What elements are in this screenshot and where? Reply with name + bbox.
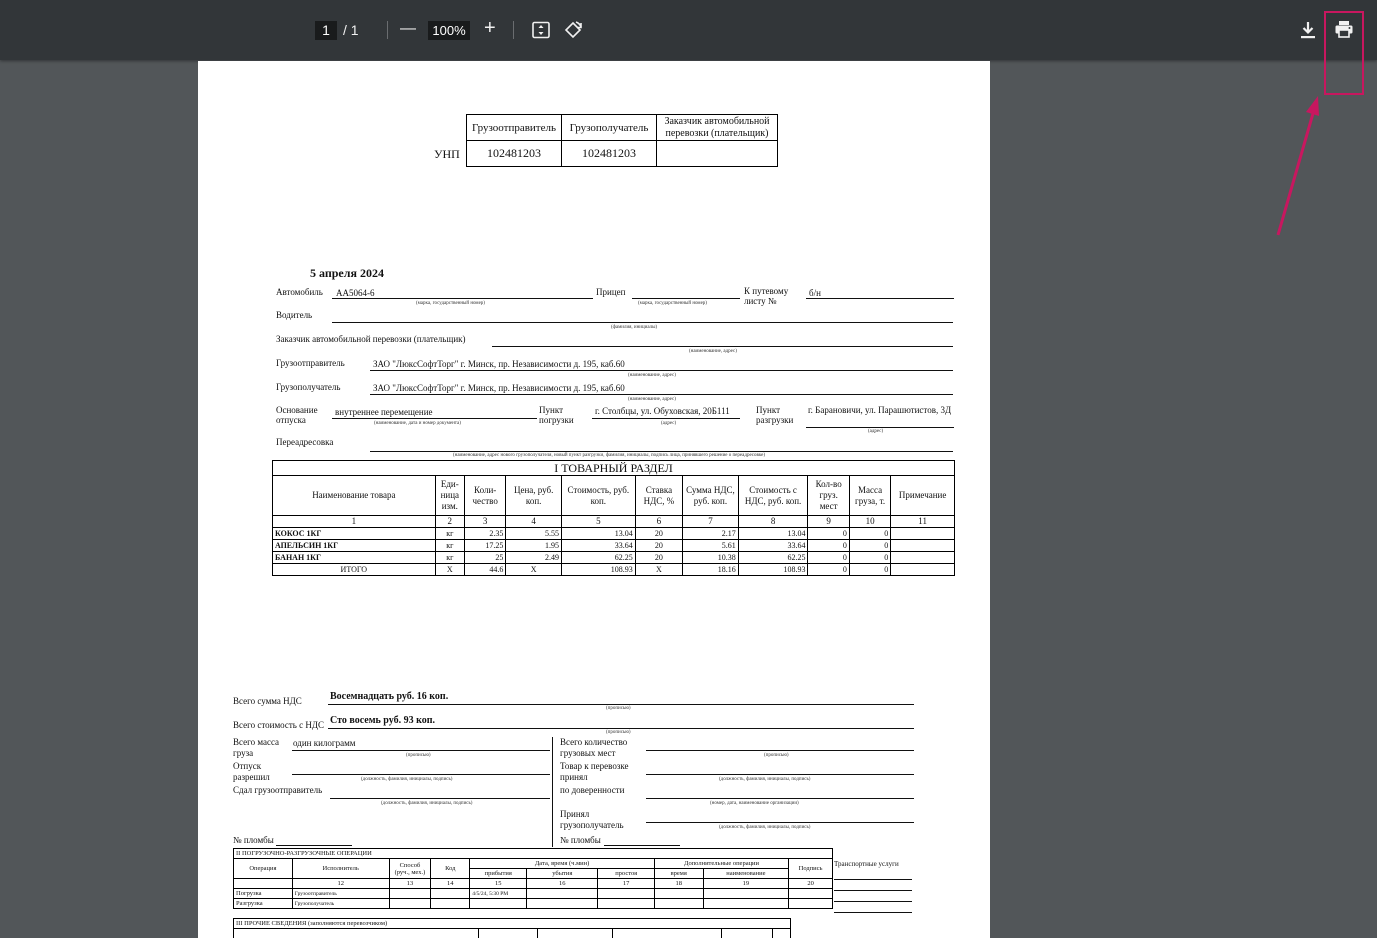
table-header: Код <box>431 859 470 879</box>
goods-header: Коли-чество <box>464 476 505 516</box>
waybill-label: К путевому листу № <box>744 286 789 306</box>
goods-header: Цена, руб. коп. <box>506 476 562 516</box>
goods-header: Ставка НДС, % <box>635 476 682 516</box>
table-row: АПЕЛЬСИН 1КГ кг 17.25 1.95 33.64 20 5.61 33.64 0 0 <box>273 540 955 552</box>
table-header: Подпись <box>789 859 833 879</box>
mass-total-value: один килограмм <box>293 738 356 748</box>
unp-header: Грузополучатель <box>562 115 657 141</box>
loading-operations-table <box>233 848 833 909</box>
page-number-input[interactable]: 1 <box>315 21 337 40</box>
table-row: Погрузка Грузоотправитель 4/5/24, 5:30 PM <box>234 889 833 899</box>
goods-col-number: 3 <box>464 516 505 528</box>
basis-label: Основание отпуска <box>276 405 318 425</box>
goods-col-number: 7 <box>683 516 739 528</box>
goods-total-row: ИТОГО X 44.6 X 108.93 X 18.16 108.93 0 0 <box>273 564 955 576</box>
vat-total-value: Восемнадцать руб. 16 коп. <box>330 691 449 702</box>
mass-total-label: Всего масса груза <box>233 737 280 758</box>
goods-header: Наименование товара <box>273 476 436 516</box>
unload-point-value: г. Барановичи, ул. Парашютистов, 3Д <box>808 405 952 415</box>
goods-header: Еди-ница изм. <box>435 476 464 516</box>
goods-header: Сумма НДС, руб. коп. <box>683 476 739 516</box>
accepted-hint: (должность, фамилия, инициалы, подпись) <box>719 777 811 782</box>
goods-col-number: 2 <box>435 516 464 528</box>
unp-value: 102481203 <box>562 141 657 167</box>
table-row: БАНАН 1КГ кг 25 2.49 62.25 20 10.38 62.25 0 0 <box>273 552 955 564</box>
load-point-value: г. Столбцы, ул. Обуховская, 20Б111 <box>595 406 730 416</box>
table-header: Исполнитель <box>292 859 389 879</box>
load-point-hint: (адрес) <box>661 421 677 426</box>
sender-hint: (наименование, адрес) <box>628 373 676 378</box>
release-hint: (должность, фамилия, инициалы, подпись) <box>361 777 453 782</box>
transport-services-label: Транспортные услуги <box>834 860 899 868</box>
fit-page-icon[interactable] <box>531 21 551 39</box>
places-total-label: Всего количество грузовых мест <box>560 737 628 758</box>
col-number: 20 <box>789 879 833 889</box>
table-header: убытия <box>527 869 598 879</box>
readdress-hint: (наименование, адрес нового грузополучателя, новый пункт разгрузки, фамилия, инициалы, подпись лица, принявшего решение о переадресовке) <box>453 453 766 458</box>
zoom-out-button[interactable]: — <box>400 20 416 37</box>
goods-table <box>272 460 955 576</box>
car-value: АА5064-6 <box>336 288 375 298</box>
goods-header: Примечание <box>891 476 955 516</box>
seal-label-right: № пломбы <box>560 835 601 845</box>
other-info-table <box>233 918 791 938</box>
vertical-divider <box>552 737 553 847</box>
unp-value: 102481203 <box>467 141 562 167</box>
unload-point-hint: (адрес) <box>868 429 884 434</box>
zoom-in-button[interactable]: + <box>484 17 496 39</box>
receiver-hint: (наименование, адрес) <box>628 397 676 402</box>
received-hint: (должность, фамилия, инициалы, подпись) <box>719 825 811 830</box>
section3-title: III ПРОЧИЕ СВЕДЕНИЯ (заполняются перевозчиком) <box>234 919 791 929</box>
unp-header: Заказчик автомобильной перевозки (плательщик) <box>657 115 778 141</box>
receiver-value: ЗАО "ЛюксСофтТорг" г. Минск, пр. Независимости д. 195, каб.60 <box>373 383 625 393</box>
goods-title: I ТОВАРНЫЙ РАЗДЕЛ <box>273 461 955 476</box>
table-header: Способ (руч., мех.) <box>389 859 431 879</box>
seal-label-left: № пломбы <box>233 835 274 845</box>
received-label: Принял грузополучатель <box>560 809 624 830</box>
download-icon[interactable] <box>1299 20 1317 40</box>
proxy-label: по доверенности <box>560 785 625 795</box>
col-number: 17 <box>598 879 655 889</box>
cost-total-value: Сто восемь руб. 93 коп. <box>330 715 435 726</box>
annotation-arrow-icon <box>1270 92 1330 242</box>
col-number: 18 <box>654 879 703 889</box>
toolbar-divider <box>387 21 388 39</box>
handed-hint: (должность, фамилия, инициалы, подпись) <box>381 801 473 806</box>
goods-col-number: 9 <box>808 516 849 528</box>
goods-col-number: 10 <box>849 516 890 528</box>
goods-header: Стоимость, руб. коп. <box>561 476 635 516</box>
proxy-hint: (номер, дата, наименование организации) <box>710 801 799 806</box>
toolbar-divider <box>513 21 514 39</box>
unp-label: УНП <box>434 147 460 161</box>
goods-col-number: 4 <box>506 516 562 528</box>
goods-col-number: 5 <box>561 516 635 528</box>
receiver-label: Грузополучатель <box>276 382 341 392</box>
sender-label: Грузоотправитель <box>276 358 345 368</box>
goods-header: Стоимость с НДС, руб. коп. <box>738 476 808 516</box>
accepted-label: Товар к перевозке принял <box>560 761 629 782</box>
vat-total-label: Всего сумма НДС <box>233 696 302 706</box>
table-header: наименование <box>703 869 789 879</box>
table-header: прибытия <box>470 869 527 879</box>
driver-hint: (фамилия, инициалы) <box>611 325 658 330</box>
goods-col-number: 8 <box>738 516 808 528</box>
section2-title: II ПОГРУЗОЧНО-РАЗГРУЗОЧНЫЕ ОПЕРАЦИИ <box>234 849 833 859</box>
unload-point-label: Пункт разгрузки <box>756 405 794 425</box>
cost-total-hint: (прописью) <box>606 730 631 735</box>
table-row: Разгрузка Грузополучатель <box>234 899 833 909</box>
col-number: 19 <box>703 879 789 889</box>
table-row: КОКОС 1КГ кг 2.35 5.55 13.04 20 2.17 13.04 0 0 <box>273 528 955 540</box>
handed-label: Сдал грузоотправитель <box>233 785 323 795</box>
page-total: / 1 <box>343 22 359 38</box>
unp-value <box>657 141 778 167</box>
table-header: простоя <box>598 869 655 879</box>
print-highlight-box <box>1324 11 1364 95</box>
unp-table <box>466 114 778 167</box>
sender-value: ЗАО "ЛюксСофтТорг" г. Минск, пр. Независимости д. 195, каб.60 <box>373 359 625 369</box>
customer-hint: (наименование, адрес) <box>689 349 737 354</box>
basis-value: внутреннее перемещение <box>335 407 433 417</box>
cost-total-label: Всего стоимость с НДС <box>233 720 325 730</box>
load-point-label: Пункт погрузки <box>539 405 574 425</box>
col-number: 12 <box>292 879 389 889</box>
car-label: Автомобиль <box>276 287 323 297</box>
document-date: 5 апреля 2024 <box>310 266 384 280</box>
col-number: 16 <box>527 879 598 889</box>
table-header: Операция <box>234 859 293 879</box>
goods-col-number: 11 <box>891 516 955 528</box>
waybill-value: б/н <box>809 288 821 298</box>
goods-header: Масса груза, т. <box>849 476 890 516</box>
table-header: время <box>654 869 703 879</box>
places-total-hint: (прописью) <box>764 753 789 758</box>
goods-header: Кол-во груз. мест <box>808 476 849 516</box>
unp-header: Грузоотправитель <box>467 115 562 141</box>
trailer-label: Прицеп <box>596 287 626 297</box>
vat-total-hint: (прописью) <box>606 706 631 711</box>
readdress-label: Переадресовка <box>276 437 334 447</box>
car-hint: (марка, государственный номер) <box>416 301 485 306</box>
table-header: Дата, время (ч.мин) <box>470 859 655 869</box>
zoom-level-input[interactable]: 100% <box>428 21 470 40</box>
pdf-page <box>198 61 990 938</box>
col-number: 15 <box>470 879 527 889</box>
table-header: Дополнительные операции <box>654 859 788 869</box>
trailer-hint: (марка, государственный номер) <box>638 301 707 306</box>
mass-total-hint: (прописью) <box>406 753 431 758</box>
goods-col-number: 6 <box>635 516 682 528</box>
release-label: Отпуск разрешил <box>233 761 270 782</box>
rotate-icon[interactable] <box>562 19 584 41</box>
col-number: 13 <box>389 879 431 889</box>
customer-label: Заказчик автомобильной перевозки (плательщик) <box>276 334 466 344</box>
goods-col-number: 1 <box>273 516 436 528</box>
driver-label: Водитель <box>276 310 313 320</box>
pdf-toolbar <box>0 0 1377 60</box>
basis-hint: (наименование, дата и номер документа) <box>374 421 461 426</box>
col-number: 14 <box>431 879 470 889</box>
